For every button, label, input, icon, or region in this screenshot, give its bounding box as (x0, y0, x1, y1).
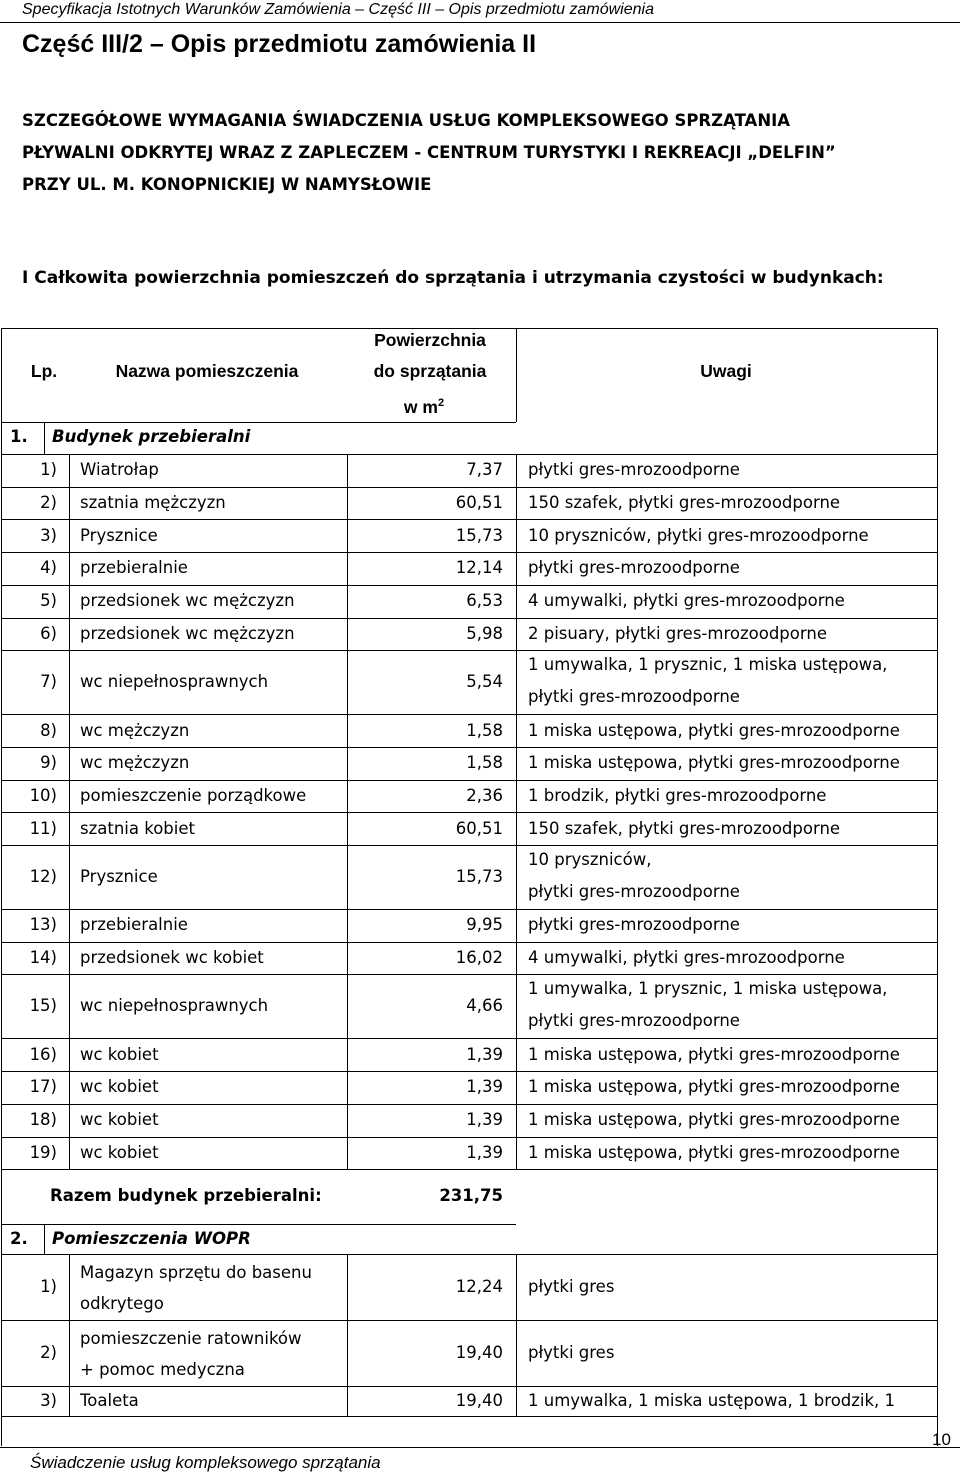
row-name: wc kobiet (80, 1077, 159, 1096)
row-area: 9,95 (466, 915, 503, 934)
row-notes: 4 umywalki, płytki gres-mrozoodporne (528, 948, 845, 967)
header-area-line1: Powierzchnia (374, 330, 486, 350)
row-col-divider (516, 909, 517, 942)
row-col-divider (516, 780, 517, 813)
row-name: wc niepełnosprawnych (80, 672, 269, 691)
row-lp: 8) (40, 721, 57, 740)
row-border (1, 1104, 937, 1105)
group2-col-divider (516, 1320, 517, 1386)
group2-row-notes: płytki gres (528, 1277, 615, 1296)
header-notes: Uwagi (700, 361, 752, 381)
group2-top-border (1, 1224, 516, 1225)
row-area: 5,98 (466, 624, 503, 643)
group2-row-name-line1: Magazyn sprzętu do basenu (80, 1263, 312, 1282)
row-col-divider (516, 812, 517, 845)
row-notes: 1 miska ustępowa, płytki gres-mrozoodporne (528, 1077, 900, 1096)
row-col-divider (516, 845, 517, 909)
row-lp: 18) (29, 1110, 57, 1129)
group2-number-divider (44, 1224, 45, 1254)
row-notes: 10 pryszniców, płytki gres-mrozoodporne (528, 526, 869, 545)
row-lp: 2) (40, 493, 57, 512)
row-name: pomieszczenie porządkowe (80, 786, 307, 805)
row-col-divider (516, 519, 517, 552)
header-lp: Lp. (30, 361, 58, 381)
subtitle-line-2: PŁYWALNI ODKRYTEJ WRAZ Z ZAPLECZEM - CENTRUM TURYSTYKI I REKREACJI „DELFIN” (22, 143, 836, 162)
group2-row-name-line2: + pomoc medyczna (80, 1360, 245, 1379)
row-name: Prysznice (80, 867, 158, 886)
group1-total-label: Razem budynek przebieralni: (50, 1186, 322, 1205)
row-lp: 16) (29, 1045, 57, 1064)
row-col-divider (69, 747, 70, 780)
row-border (1, 780, 937, 781)
row-name: przebieralnie (80, 915, 188, 934)
row-area: 2,36 (466, 786, 503, 805)
row-name: Prysznice (80, 526, 158, 545)
row-col-divider (516, 1137, 517, 1170)
row-col-divider (516, 1104, 517, 1137)
row-lp: 17) (29, 1077, 57, 1096)
group2-row-area: 19,40 (455, 1391, 503, 1410)
row-lp: 12) (29, 867, 57, 886)
row-lp: 10) (29, 786, 57, 805)
table-bottom-border (1, 1416, 937, 1417)
group1-bottom-border (1, 1169, 937, 1170)
row-col-divider (69, 552, 70, 585)
row-col-divider (69, 1137, 70, 1170)
row-col-divider (69, 1038, 70, 1071)
row-area: 15,73 (455, 526, 503, 545)
group2-row-notes: 1 umywalka, 1 miska ustępowa, 1 brodzik, 1 (528, 1391, 896, 1410)
row-col-divider (516, 714, 517, 747)
row-notes-line1: 1 umywalka, 1 prysznic, 1 miska ustępowa, (528, 979, 888, 998)
row-col-divider (69, 845, 70, 909)
row-notes-line2: płytki gres-mrozoodporne (528, 1011, 740, 1030)
row-notes: 150 szafek, płytki gres-mrozoodporne (528, 819, 841, 838)
group2-row-border (1, 1320, 937, 1321)
row-notes-line2: płytki gres-mrozoodporne (528, 687, 740, 706)
group1-name: Budynek przebieralni (52, 427, 251, 446)
row-area: 1,58 (466, 753, 503, 772)
group2-row-name: Toaleta (80, 1391, 139, 1410)
row-border (1, 585, 937, 586)
row-col-divider (516, 974, 517, 1038)
row-border (1, 845, 937, 846)
row-col-divider (516, 552, 517, 585)
row-notes: 4 umywalki, płytki gres-mrozoodporne (528, 591, 845, 610)
row-area: 1,58 (466, 721, 503, 740)
row-col-divider (69, 909, 70, 942)
page-header-text: Specyfikacja Istotnych Warunków Zamówienia – Część III – Opis przedmiotu zamówienia (22, 1, 654, 18)
row-area: 60,51 (455, 493, 503, 512)
row-col-divider (69, 714, 70, 747)
group2-row-border (1, 1254, 937, 1255)
row-border (1, 942, 937, 943)
row-col-divider (516, 1038, 517, 1071)
row-col-divider (516, 454, 517, 487)
row-border (1, 714, 937, 715)
page-title: Część III/2 – Opis przedmiotu zamówienia II (22, 30, 537, 58)
row-col-divider (69, 487, 70, 520)
group2-col-divider (516, 1254, 517, 1320)
page-number: 10 (932, 1430, 951, 1449)
row-border (1, 650, 937, 651)
row-area: 15,73 (455, 867, 503, 886)
row-name: wc kobiet (80, 1110, 159, 1129)
row-border (1, 487, 937, 488)
group2-row-lp: 2) (40, 1343, 57, 1362)
row-notes: 2 pisuary, płytki gres-mrozoodporne (528, 624, 827, 643)
row-lp: 14) (29, 948, 57, 967)
header-name: Nazwa pomieszczenia (115, 361, 299, 381)
row-name: wc mężczyzn (80, 721, 190, 740)
row-border (1, 974, 937, 975)
group2-row-lp: 3) (40, 1391, 57, 1410)
row-notes: 1 brodzik, płytki gres-mrozoodporne (528, 786, 827, 805)
row-border (1, 1071, 937, 1072)
row-notes: 150 szafek, płytki gres-mrozoodporne (528, 493, 841, 512)
row-name: szatnia kobiet (80, 819, 195, 838)
group2-col-divider (69, 1320, 70, 1386)
row-col-divider (69, 812, 70, 845)
row-col-divider (69, 1071, 70, 1104)
row-notes: 1 miska ustępowa, płytki gres-mrozoodporne (528, 1143, 900, 1162)
row-lp: 4) (40, 558, 57, 577)
row-area: 1,39 (466, 1045, 503, 1064)
row-name: przedsionek wc kobiet (80, 948, 264, 967)
row-area: 60,51 (455, 819, 503, 838)
row-border (1, 747, 937, 748)
row-name: Wiatrołap (80, 460, 159, 479)
row-area: 1,39 (466, 1110, 503, 1129)
row-notes: 1 miska ustępowa, płytki gres-mrozoodporne (528, 753, 900, 772)
row-lp: 5) (40, 591, 57, 610)
row-col-divider (69, 519, 70, 552)
row-notes: 1 miska ustępowa, płytki gres-mrozoodporne (528, 1110, 900, 1129)
row-col-divider (69, 780, 70, 813)
header-area-superscript: 2 (437, 397, 445, 409)
row-name: szatnia mężczyzn (80, 493, 226, 512)
row-notes-line1: 1 umywalka, 1 prysznic, 1 miska ustępowa, (528, 655, 888, 674)
header-area-line2: do sprzątania (373, 361, 487, 381)
row-col-divider (516, 650, 517, 714)
row-lp: 13) (29, 915, 57, 934)
row-border (1, 1038, 937, 1039)
group2-col-divider (69, 1254, 70, 1320)
row-name: wc niepełnosprawnych (80, 996, 269, 1015)
row-notes-line1: 10 pryszniców, (528, 850, 652, 869)
subtitle-line-3: PRZY UL. M. KONOPNICKIEJ W NAMYSŁOWIE (22, 175, 432, 194)
row-lp: 1) (40, 460, 57, 479)
row-lp: 6) (40, 624, 57, 643)
page-footer: Świadczenie usług kompleksowego sprzątania (30, 1453, 381, 1472)
row-col-divider (516, 1071, 517, 1104)
row-col-divider (69, 618, 70, 651)
row-area: 4,66 (466, 996, 503, 1015)
row-border (1, 812, 937, 813)
row-border (1, 454, 937, 455)
row-lp: 9) (40, 753, 57, 772)
group1-total-value: 231,75 (439, 1186, 503, 1205)
group1-number: 1. (10, 427, 28, 446)
row-notes-line2: płytki gres-mrozoodporne (528, 882, 740, 901)
row-border (1, 552, 937, 553)
row-lp: 15) (29, 996, 57, 1015)
row-col-divider (516, 747, 517, 780)
row-name: wc kobiet (80, 1045, 159, 1064)
row-notes: płytki gres-mrozoodporne (528, 558, 740, 577)
row-area: 6,53 (466, 591, 503, 610)
row-col-divider (516, 585, 517, 618)
row-col-divider (69, 942, 70, 975)
group2-name: Pomieszczenia WOPR (52, 1229, 251, 1248)
row-area: 12,14 (455, 558, 503, 577)
row-border (1, 519, 937, 520)
group2-row-border (1, 1386, 937, 1387)
group2-row-notes: płytki gres (528, 1343, 615, 1362)
row-col-divider (69, 454, 70, 487)
row-lp: 11) (29, 819, 57, 838)
group2-number: 2. (10, 1229, 28, 1248)
row-border (1, 909, 937, 910)
table-right-border (937, 328, 938, 1446)
row-col-divider (69, 650, 70, 714)
row-area: 5,54 (466, 672, 503, 691)
group1-number-divider (44, 422, 45, 454)
row-area: 16,02 (455, 948, 503, 967)
row-notes: 1 miska ustępowa, płytki gres-mrozoodporne (528, 1045, 900, 1064)
row-name: wc kobiet (80, 1143, 159, 1162)
group2-row-name-line1: pomieszczenie ratowników (80, 1329, 302, 1348)
row-lp: 19) (29, 1143, 57, 1162)
header-top-border (1, 328, 937, 329)
subtitle-line-1: SZCZEGÓŁOWE WYMAGANIA ŚWIADCZENIA USŁUG KOMPLEKSOWEGO SPRZĄTANIA (22, 111, 791, 130)
group2-col-divider (516, 1386, 517, 1416)
group2-row-lp: 1) (40, 1277, 57, 1296)
row-col-divider (516, 618, 517, 651)
group2-col-divider (69, 1386, 70, 1416)
row-col-divider (69, 1104, 70, 1137)
row-lp: 3) (40, 526, 57, 545)
row-area: 1,39 (466, 1077, 503, 1096)
group1-top-border (1, 422, 516, 423)
header-area-line3: w $m^2$ (403, 396, 445, 417)
footer-divider (0, 1447, 960, 1448)
row-notes: 1 miska ustępowa, płytki gres-mrozoodporne (528, 721, 900, 740)
row-name: przedsionek wc mężczyzn (80, 591, 295, 610)
row-col-divider (516, 487, 517, 520)
row-col-divider (69, 974, 70, 1038)
row-lp: 7) (40, 672, 57, 691)
row-area: 1,39 (466, 1143, 503, 1162)
row-area: 7,37 (466, 460, 503, 479)
row-border (1, 618, 937, 619)
row-col-divider (516, 942, 517, 975)
row-name: przebieralnie (80, 558, 188, 577)
row-name: wc mężczyzn (80, 753, 190, 772)
section-title: I Całkowita powierzchnia pomieszczeń do sprzątania i utrzymania czystości w budynkach: (22, 268, 884, 288)
row-col-divider (69, 585, 70, 618)
row-notes: płytki gres-mrozoodporne (528, 915, 740, 934)
row-border (1, 1137, 937, 1138)
row-name: przedsionek wc mężczyzn (80, 624, 295, 643)
group2-row-area: 19,40 (455, 1343, 503, 1362)
group2-row-name-line2: odkrytego (80, 1294, 164, 1313)
row-notes: płytki gres-mrozoodporne (528, 460, 740, 479)
group2-row-area: 12,24 (455, 1277, 503, 1296)
